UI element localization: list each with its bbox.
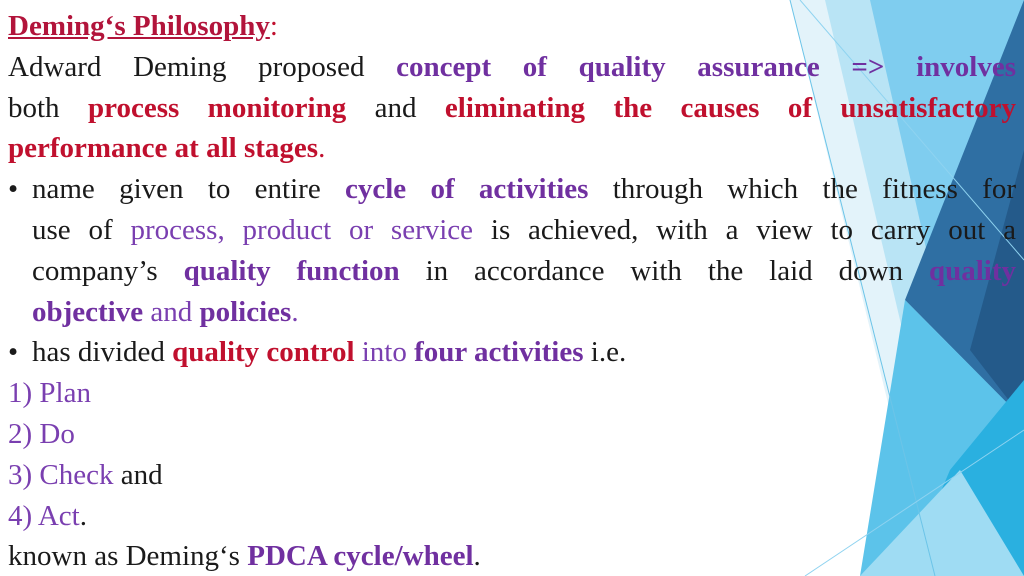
bullet2-emphasis-quality-control: quality control bbox=[172, 336, 355, 369]
bullet1-process-product-service: process, product or service bbox=[130, 213, 474, 246]
list-item bbox=[8, 414, 1016, 455]
intro-emphasis-quality-assurance: concept of quality assurance => involves bbox=[396, 50, 1016, 83]
intro-emphasis-performance: performance at all stages bbox=[8, 132, 319, 165]
bullet2-text-3: i.e. bbox=[583, 336, 627, 369]
slide-title: Deming‘s Philosophy bbox=[8, 10, 270, 42]
step-label: Act bbox=[37, 499, 80, 532]
slide-body bbox=[8, 6, 1016, 576]
bullet1-period: . bbox=[291, 295, 299, 328]
bullet1-line-4 bbox=[32, 292, 1016, 333]
bullet2-text-1: has divided bbox=[32, 336, 173, 369]
bullet1-emphasis-cycle: cycle of activities bbox=[345, 173, 589, 206]
step-number: 3) bbox=[8, 458, 33, 491]
bullet1-emphasis-objective: objective bbox=[32, 295, 144, 328]
intro-text-3: and bbox=[346, 91, 445, 124]
bullet-icon: • bbox=[8, 173, 19, 206]
intro-line-1 bbox=[8, 47, 1016, 88]
closing-text-1: known as Deming‘s bbox=[8, 540, 248, 573]
bullet-cycle-of-activities bbox=[8, 169, 1016, 332]
intro-line-3 bbox=[8, 128, 1016, 169]
closing-line bbox=[8, 536, 1016, 576]
bullet1-line-2 bbox=[32, 210, 1016, 251]
step-label: Plan bbox=[39, 377, 91, 410]
bullet1-line-3 bbox=[32, 251, 1016, 292]
bullet1-text-2: through which the fitness for bbox=[588, 173, 1016, 206]
closing-period: . bbox=[473, 540, 481, 573]
step-suffix: and bbox=[113, 458, 163, 491]
intro-emphasis-process-monitoring: process monitoring bbox=[87, 91, 347, 124]
bullet-four-activities bbox=[8, 332, 1016, 373]
bullet1-emphasis-quality: quality bbox=[928, 254, 1016, 287]
step-number: 2) bbox=[8, 417, 33, 450]
bullet2-line-1 bbox=[32, 332, 1016, 373]
bullet1-text-3: use of bbox=[32, 213, 131, 246]
step-label: Check bbox=[39, 458, 114, 491]
bullet2-emphasis-four-activities: four activities bbox=[414, 336, 584, 369]
intro-text-2: both bbox=[8, 91, 88, 124]
bullet2-text-2: into bbox=[354, 336, 415, 369]
bullet1-text-1: name given to entire bbox=[32, 173, 345, 206]
step-label: Do bbox=[39, 417, 75, 450]
bullet1-text-5: company’s bbox=[32, 254, 184, 287]
bullet1-text-6: in accordance with the laid down bbox=[399, 254, 929, 287]
title-colon: : bbox=[269, 10, 278, 42]
bullet1-emphasis-policies: policies bbox=[199, 295, 292, 328]
bullet1-text-4: is achieved, with a view to carry out a bbox=[473, 213, 1016, 246]
pdca-steps-list bbox=[8, 373, 1016, 536]
intro-line-2 bbox=[8, 88, 1016, 129]
intro-emphasis-eliminating-causes: eliminating the causes of unsatisfactory bbox=[444, 91, 1017, 124]
step-number: 1) bbox=[8, 377, 33, 410]
list-item bbox=[8, 455, 1016, 496]
intro-text-1: Adward Deming proposed bbox=[8, 50, 397, 83]
bullet1-text-7: and bbox=[143, 295, 200, 328]
step-suffix: . bbox=[79, 499, 87, 532]
step-number: 4) bbox=[8, 499, 33, 532]
list-item bbox=[8, 373, 1016, 414]
intro-period: . bbox=[318, 132, 326, 165]
title-line bbox=[8, 6, 1016, 47]
closing-emphasis-pdca: PDCA cycle/wheel bbox=[247, 540, 474, 573]
bullet1-line-1 bbox=[32, 169, 1016, 210]
list-item bbox=[8, 496, 1016, 537]
bullet-icon: • bbox=[8, 336, 19, 369]
bullet1-emphasis-quality-function: quality function bbox=[183, 254, 400, 287]
